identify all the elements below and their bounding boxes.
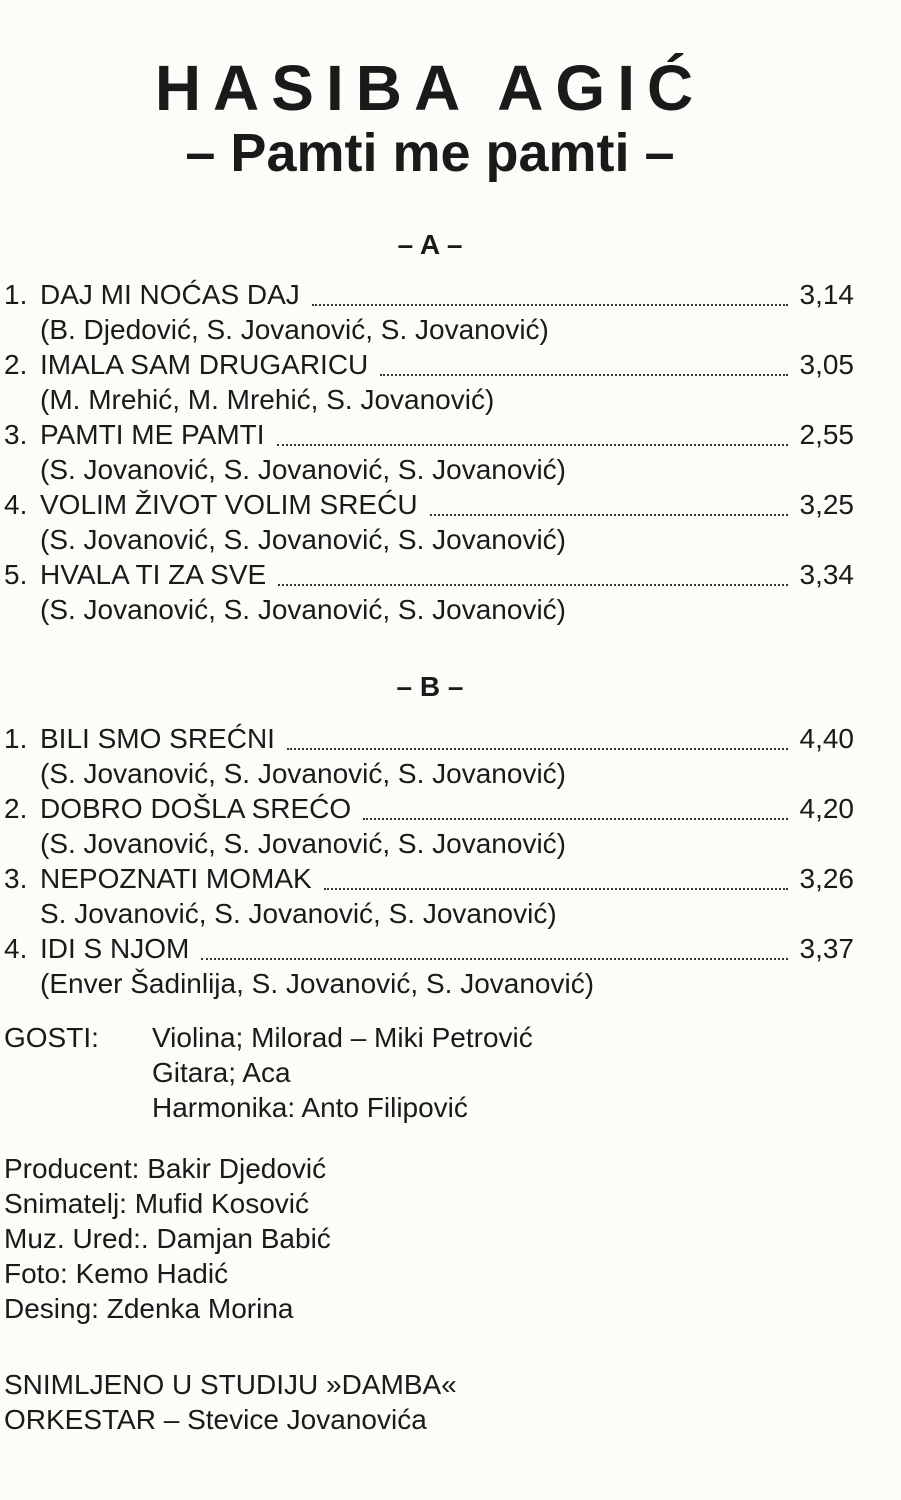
- track-number: 2.: [4, 349, 28, 380]
- track-number: 4.: [4, 489, 28, 520]
- track-number: 4.: [4, 933, 28, 964]
- track-title: DOBRO DOŠLA SREĆO: [40, 793, 352, 824]
- dot-leader: [380, 374, 787, 376]
- dot-leader: [277, 444, 788, 446]
- dot-leader: [363, 818, 787, 820]
- staff-line: Desing: Zdenka Morina: [4, 1293, 294, 1324]
- guests-label: GOSTI:: [4, 1022, 99, 1053]
- track-title: HVALA TI ZA SVE: [40, 559, 267, 590]
- track-credits: (M. Mrehić, M. Mrehić, S. Jovanović): [40, 384, 495, 415]
- track-duration: 3,34: [799, 559, 854, 590]
- dot-leader: [430, 514, 788, 516]
- track-duration: 3,14: [799, 279, 854, 310]
- guest-line: Violina; Milorad – Miki Petrović: [152, 1022, 533, 1053]
- track-credits: (S. Jovanović, S. Jovanović, S. Jovanović): [40, 758, 566, 789]
- dot-leader: [278, 584, 787, 586]
- track-title: PAMTI ME PAMTI: [40, 419, 265, 450]
- track-credits: (S. Jovanović, S. Jovanović, S. Jovanović): [40, 828, 566, 859]
- track-number: 2.: [4, 793, 28, 824]
- track-row: [4, 932, 854, 966]
- track-duration: 4,40: [799, 723, 854, 754]
- track-credits: (S. Jovanović, S. Jovanović, S. Jovanović): [40, 594, 566, 625]
- track-credits: (Enver Šadinlija, S. Jovanović, S. Jovanović): [40, 968, 595, 999]
- track-title: NEPOZNATI MOMAK: [40, 863, 312, 894]
- track-credits: (B. Djedović, S. Jovanović, S. Jovanović): [40, 314, 549, 345]
- track-row: [4, 418, 854, 452]
- track-row: [4, 488, 854, 522]
- guest-line: Harmonika: Anto Filipović: [152, 1092, 468, 1123]
- track-row: [4, 862, 854, 896]
- staff-line: Snimatelj: Mufid Kosović: [4, 1188, 310, 1219]
- track-number: 5.: [4, 559, 28, 590]
- track-row: [4, 792, 854, 826]
- track-title: BILI SMO SREĆNI: [40, 723, 275, 754]
- studio-line: ORKESTAR – Stevice Jovanovića: [4, 1404, 427, 1435]
- track-duration: 2,55: [799, 419, 854, 450]
- staff-line: Muz. Ured:. Damjan Babić: [4, 1223, 331, 1254]
- track-credits: S. Jovanović, S. Jovanović, S. Jovanović): [40, 898, 557, 929]
- artist-name: HASIBA AGIĆ: [154, 52, 706, 124]
- studio-line: SNIMLJENO U STUDIJU »DAMBA«: [4, 1369, 457, 1400]
- track-row: [4, 278, 854, 312]
- track-number: 3.: [4, 863, 28, 894]
- album-title: – Pamti me pamti –: [185, 123, 675, 183]
- track-number: 1.: [4, 279, 28, 310]
- track-title: IDI S NJOM: [40, 933, 190, 964]
- track-duration: 3,37: [799, 933, 854, 964]
- dot-leader: [324, 888, 788, 890]
- dot-leader: [312, 304, 788, 306]
- track-title: VOLIM ŽIVOT VOLIM SREĆU: [40, 489, 418, 520]
- track-title: IMALA SAM DRUGARICU: [40, 349, 369, 380]
- guest-line: Gitara; Aca: [152, 1057, 291, 1088]
- track-row: [4, 348, 854, 382]
- track-duration: 3,25: [799, 489, 854, 520]
- staff-line: Foto: Kemo Hadić: [4, 1258, 229, 1289]
- side-b-label: – B –: [396, 671, 464, 702]
- track-credits: (S. Jovanović, S. Jovanović, S. Jovanović): [40, 524, 566, 555]
- track-row: [4, 558, 854, 592]
- dot-leader: [287, 748, 788, 750]
- track-row: [4, 722, 854, 756]
- track-duration: 3,05: [799, 349, 854, 380]
- staff-line: Producent: Bakir Djedović: [4, 1153, 327, 1184]
- track-number: 3.: [4, 419, 28, 450]
- track-duration: 4,20: [799, 793, 854, 824]
- side-a-label: – A –: [397, 229, 463, 260]
- dot-leader: [201, 958, 787, 960]
- track-duration: 3,26: [799, 863, 854, 894]
- track-number: 1.: [4, 723, 28, 754]
- track-title: DAJ MI NOĆAS DAJ: [40, 279, 300, 310]
- track-credits: (S. Jovanović, S. Jovanović, S. Jovanović): [40, 454, 566, 485]
